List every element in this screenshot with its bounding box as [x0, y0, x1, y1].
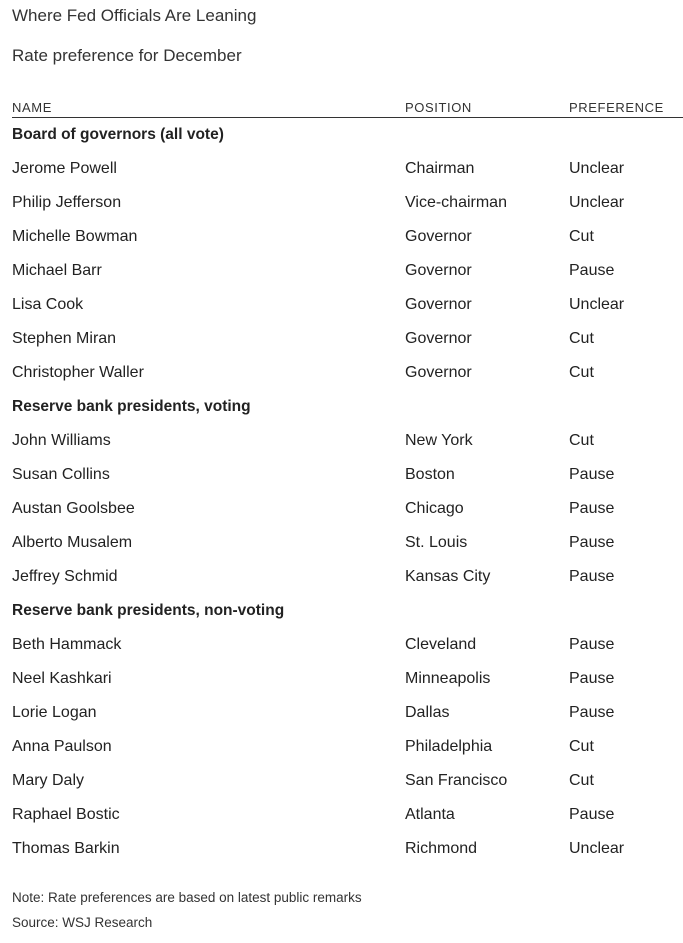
page-title: Where Fed Officials Are Leaning	[12, 6, 257, 25]
cell-position: Boston	[405, 466, 455, 483]
cell-position: Chicago	[405, 500, 464, 517]
cell-preference: Cut	[569, 364, 594, 381]
table-row	[12, 322, 683, 356]
table-row	[12, 186, 683, 220]
cell-position: Philadelphia	[405, 738, 493, 755]
cell-name: Neel Kashkari	[12, 670, 112, 687]
cell-position: Governor	[405, 228, 472, 245]
cell-position: Governor	[405, 296, 472, 313]
table-row	[12, 662, 683, 696]
cell-preference: Pause	[569, 670, 615, 687]
cell-name: Michael Barr	[12, 262, 102, 279]
cell-name: Jeffrey Schmid	[12, 568, 118, 585]
cell-position: Richmond	[405, 840, 478, 857]
cell-position: Governor	[405, 262, 472, 279]
table-row	[12, 152, 683, 186]
cell-name: Raphael Bostic	[12, 806, 120, 823]
cell-name: John Williams	[12, 432, 111, 449]
cell-position: Dallas	[405, 704, 450, 721]
table-row	[12, 730, 683, 764]
cell-position: Atlanta	[405, 806, 455, 823]
cell-name: Philip Jefferson	[12, 194, 122, 211]
cell-position: Governor	[405, 364, 472, 381]
cell-position: Vice-chairman	[405, 194, 507, 211]
cell-preference: Unclear	[569, 296, 625, 313]
cell-preference: Cut	[569, 228, 594, 245]
cell-preference: Unclear	[569, 840, 625, 857]
cell-preference: Pause	[569, 534, 615, 551]
cell-name: Christopher Waller	[12, 364, 144, 381]
table-row	[12, 832, 683, 866]
cell-name: Austan Goolsbee	[12, 500, 135, 517]
table-row	[12, 424, 683, 458]
cell-preference: Pause	[569, 704, 615, 721]
cell-preference: Cut	[569, 772, 594, 789]
officials-table	[12, 99, 683, 866]
cell-position: Governor	[405, 330, 472, 347]
table-row	[12, 356, 683, 390]
cell-position: Kansas City	[405, 568, 491, 585]
cell-preference: Pause	[569, 466, 615, 483]
table-row	[12, 560, 683, 594]
cell-preference: Cut	[569, 738, 594, 755]
group-label-voting: Reserve bank presidents, voting	[12, 398, 251, 415]
table-row	[12, 764, 683, 798]
cell-position: New York	[405, 432, 473, 449]
cell-preference: Unclear	[569, 160, 625, 177]
cell-preference: Pause	[569, 636, 615, 653]
table-row	[12, 696, 683, 730]
cell-position: Cleveland	[405, 636, 477, 653]
page-subtitle: Rate preference for December	[12, 46, 242, 65]
cell-name: Lorie Logan	[12, 704, 97, 721]
cell-preference: Cut	[569, 330, 594, 347]
cell-name: Alberto Musalem	[12, 534, 133, 551]
header-preference: PREFERENCE	[569, 100, 664, 115]
cell-name: Beth Hammack	[12, 636, 122, 653]
cell-preference: Pause	[569, 806, 615, 823]
cell-name: Michelle Bowman	[12, 228, 138, 245]
cell-position: Chairman	[405, 160, 475, 177]
source-line: Source: WSJ Research	[12, 915, 153, 930]
cell-name: Lisa Cook	[12, 296, 84, 313]
cell-position: St. Louis	[405, 534, 468, 551]
group-label-non-voting: Reserve bank presidents, non-voting	[12, 602, 285, 619]
cell-name: Mary Daly	[12, 772, 85, 789]
cell-name: Anna Paulson	[12, 738, 112, 755]
cell-name: Stephen Miran	[12, 330, 117, 347]
table-row	[12, 288, 683, 322]
header-position: POSITION	[405, 100, 472, 115]
cell-name: Thomas Barkin	[12, 840, 120, 857]
cell-preference: Pause	[569, 500, 615, 517]
cell-preference: Cut	[569, 432, 594, 449]
group-label-board: Board of governors (all vote)	[12, 126, 224, 143]
table-row	[12, 492, 683, 526]
table-row	[12, 798, 683, 832]
cell-preference: Pause	[569, 568, 615, 585]
table-row	[12, 628, 683, 662]
cell-name: Jerome Powell	[12, 160, 117, 177]
table-header	[12, 99, 683, 118]
cell-position: San Francisco	[405, 772, 508, 789]
footnote: Note: Rate preferences are based on latest public remarks	[12, 890, 362, 905]
table-row	[12, 526, 683, 560]
table-row	[12, 220, 683, 254]
cell-name: Susan Collins	[12, 466, 110, 483]
cell-preference: Unclear	[569, 194, 625, 211]
table-row	[12, 254, 683, 288]
header-name: NAME	[12, 100, 52, 115]
cell-position: Minneapolis	[405, 670, 491, 687]
table-row	[12, 458, 683, 492]
cell-preference: Pause	[569, 262, 615, 279]
